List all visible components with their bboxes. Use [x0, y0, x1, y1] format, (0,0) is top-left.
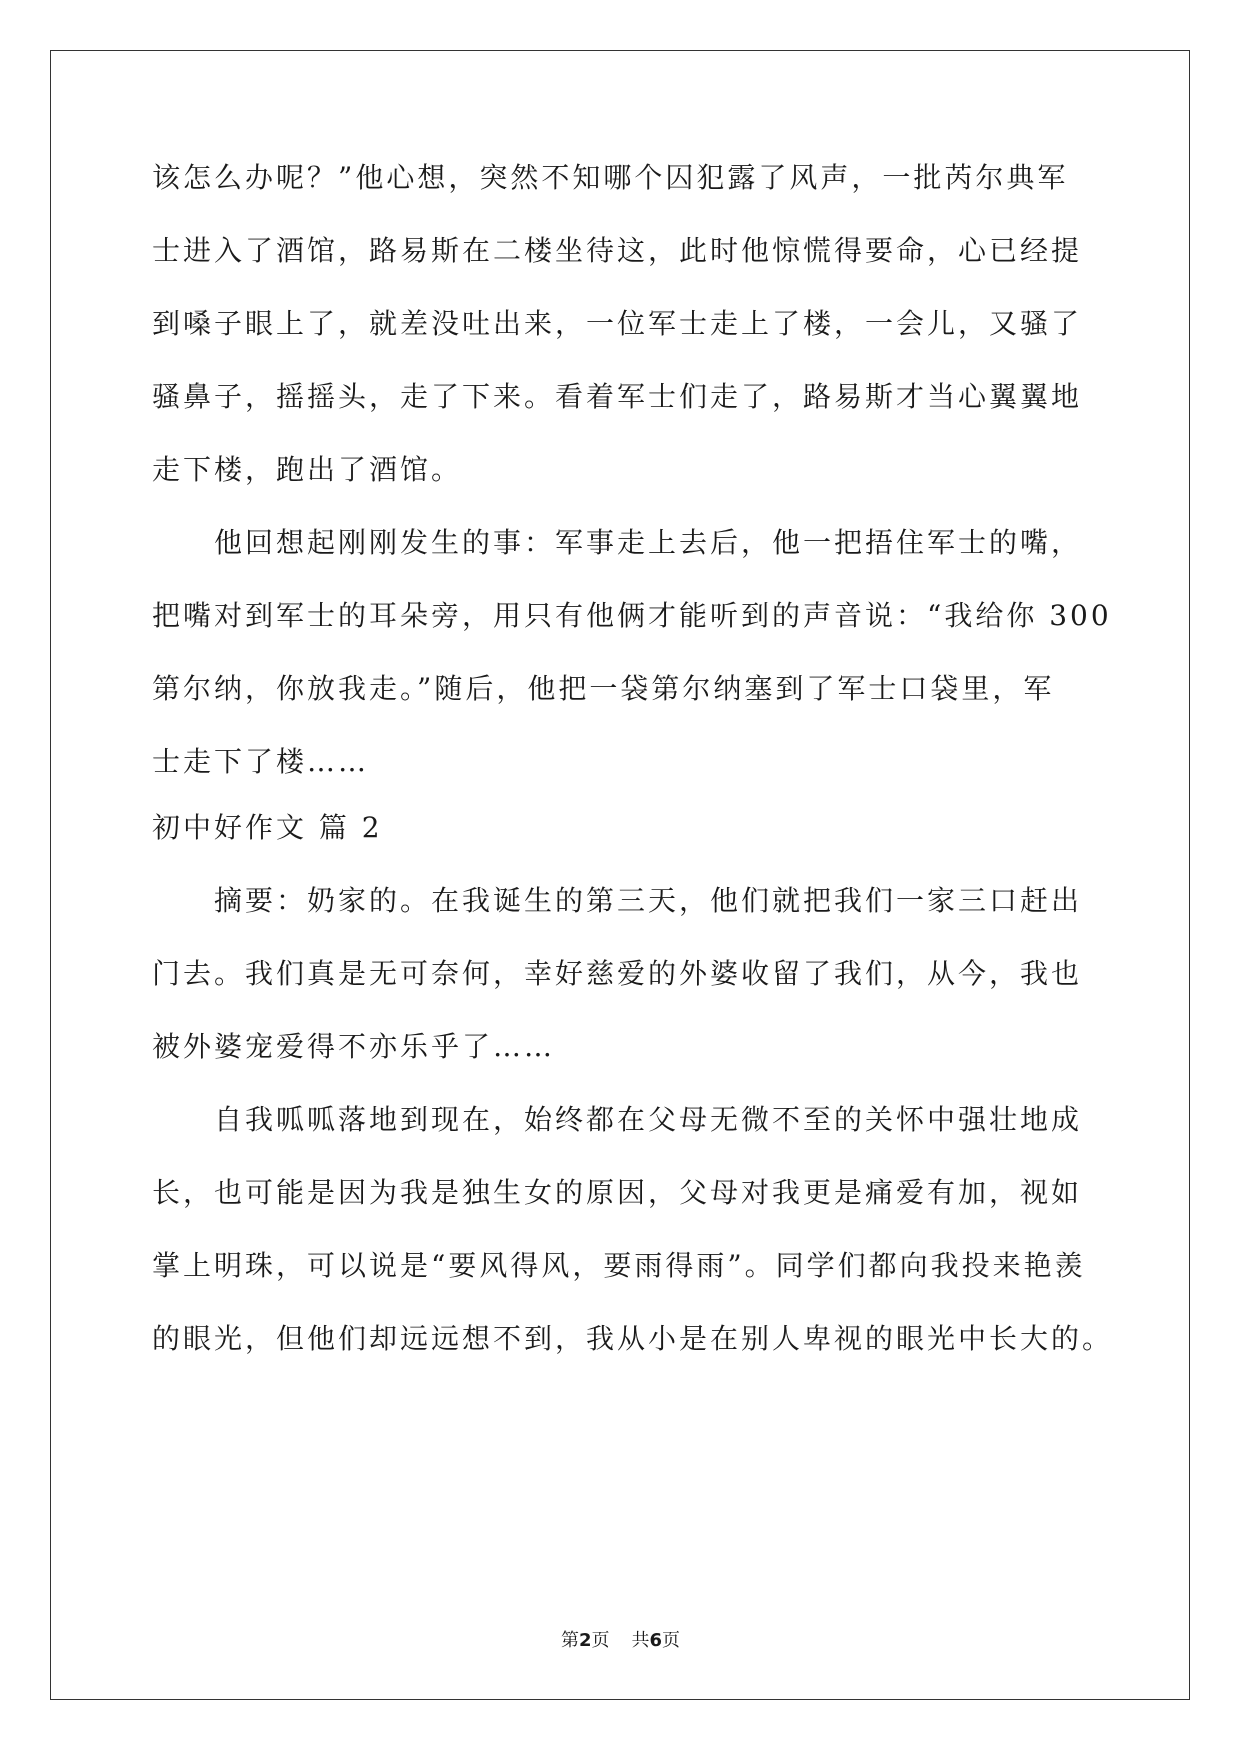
page-prefix: 第: [560, 1630, 579, 1651]
text-line: 长，也可能是因为我是独生女的原因，父母对我更是痛爱有加，视如: [152, 1176, 1083, 1209]
text-line: 骚鼻子，摇摇头，走了下来。看着军士们走了，路易斯才当心翼翼地: [152, 380, 1083, 413]
total-suffix: 页: [662, 1630, 681, 1651]
text-line: 第尔纳，你放我走。”随后，他把一袋第尔纳塞到了军士口袋里，军: [152, 672, 1055, 705]
text-line: 到嗓子眼上了，就差没吐出来，一位军士走上了楼，一会儿，又骚了: [152, 307, 1083, 340]
text-line: 被外婆宠爱得不亦乐乎了……: [152, 1030, 556, 1063]
text-line: 的眼光，但他们却远远想不到，我从小是在别人卑视的眼光中长大的。: [152, 1322, 1114, 1355]
total-page-number: 6: [649, 1630, 663, 1651]
total-prefix: 共: [631, 1630, 650, 1651]
text-line: 士走下了楼……: [152, 745, 370, 778]
page-suffix: 页: [591, 1630, 610, 1651]
text-line: 自我呱呱落地到现在，始终都在父母无微不至的关怀中强壮地成: [152, 1103, 1083, 1136]
text-line: 把嘴对到军士的耳朵旁，用只有他俩才能听到的声音说：“我给你 300: [152, 599, 1112, 632]
page-footer: [0, 1626, 1241, 1652]
text-line: 他回想起刚刚发生的事：军事走上去后，他一把捂住军士的嘴，: [152, 526, 1083, 559]
text-line: 该怎么办呢？”他心想，突然不知哪个囚犯露了风声，一批芮尔典军: [152, 161, 1069, 194]
text-line: 门去。我们真是无可奈何，幸好慈爱的外婆收留了我们，从今，我也: [152, 957, 1083, 990]
current-page-number: 2: [578, 1630, 592, 1651]
text-line: 掌上明珠，可以说是“要风得风，要雨得雨”。同学们都向我投来艳羡: [152, 1249, 1086, 1282]
section-heading: 初中好作文 篇 2: [152, 811, 383, 844]
text-line: 走下楼，跑出了酒馆。: [152, 453, 463, 486]
text-line: 摘要：奶家的。在我诞生的第三天，他们就把我们一家三口赶出: [152, 884, 1083, 917]
text-line: 士进入了酒馆，路易斯在二楼坐待这，此时他惊慌得要命，心已经提: [152, 234, 1083, 267]
document-body: [152, 161, 1114, 1396]
